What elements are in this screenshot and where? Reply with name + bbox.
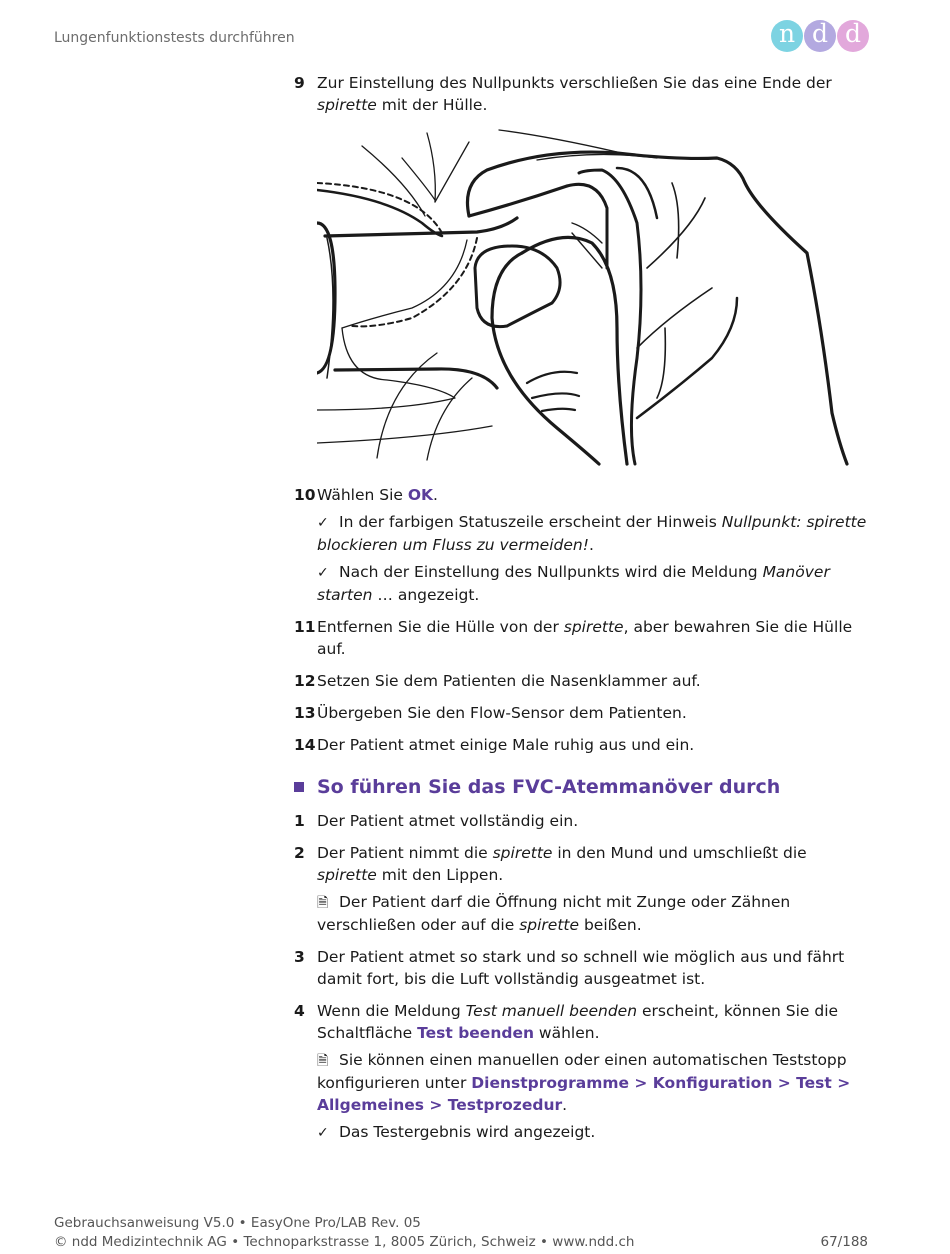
steps-list-fvc	[294, 810, 868, 1144]
step-text	[317, 616, 868, 660]
step-text	[317, 1000, 868, 1044]
text-run: Der Patient atmet so stark und so schnell wie möglich aus und fährt damit fort, bis die Luft vollständig ausgeatmet ist.	[317, 948, 845, 988]
step-text	[317, 702, 868, 724]
italic-term: Nullpunkt: spirette blockieren um Fluss zu vermeiden!	[317, 513, 867, 554]
step-number: 3	[294, 948, 305, 966]
text-run: … angezeigt.	[372, 586, 480, 604]
section-title: So führen Sie das FVC-Atemmanöver durch	[317, 776, 781, 798]
text-run: wählen.	[534, 1024, 600, 1042]
step-number: 12	[294, 672, 316, 690]
logo-letter-d: d	[837, 20, 869, 52]
note-icon: 🗎	[317, 895, 329, 911]
step-number: 14	[294, 736, 316, 754]
ui-element-reference: Test beenden	[417, 1024, 534, 1042]
italic-term: spirette	[519, 916, 580, 934]
main-content	[294, 72, 868, 1154]
text-run: mit den Lippen.	[376, 866, 504, 884]
text-run: Sie können einen manuellen oder einen automatischen Teststopp konfigurieren unter	[317, 1051, 847, 1092]
italic-term: spirette	[492, 844, 553, 862]
logo-letter-n: n	[771, 20, 803, 52]
text-run: Wenn die Meldung	[317, 1002, 466, 1020]
section-heading	[294, 774, 868, 800]
text-run: Wählen Sie	[317, 486, 408, 504]
step-number: 13	[294, 704, 316, 722]
step-item	[294, 734, 868, 756]
running-header: Lungenfunktionstests durchführen	[54, 30, 295, 46]
text-run: .	[562, 1096, 568, 1114]
check-icon: ✓	[317, 515, 329, 531]
step-item	[294, 842, 868, 886]
ui-element-reference: OK	[407, 486, 434, 504]
info-note	[317, 1049, 868, 1116]
text-run: Zur Einstellung des Nullpunkts verschließen Sie das eine Ende der	[317, 74, 832, 92]
result-note	[317, 511, 868, 556]
result-note	[317, 1121, 868, 1144]
check-icon: ✓	[317, 565, 329, 581]
text-run: .	[588, 536, 594, 554]
step-item	[294, 484, 868, 506]
text-run: In der farbigen Statuszeile erscheint der Hinweis	[339, 513, 722, 531]
text-run: Der Patient atmet vollständig ein.	[317, 812, 579, 830]
step-item	[294, 670, 868, 692]
italic-term: Test manuell beenden	[465, 1002, 638, 1020]
step-text	[317, 842, 868, 886]
text-run: Entfernen Sie die Hülle von der	[317, 618, 564, 636]
section-bullet-square	[294, 782, 304, 792]
text-run: mit der Hülle.	[376, 96, 488, 114]
text-run: Das Testergebnis wird angezeigt.	[339, 1123, 596, 1141]
italic-term: spirette	[563, 618, 624, 636]
text-run: , aber bewahren Sie die Hülle auf.	[317, 618, 853, 658]
step-number: 1	[294, 812, 305, 830]
italic-term: spirette	[317, 96, 377, 114]
footer-line-1: Gebrauchsanweisung V5.0 • EasyOne Pro/LAB Rev. 05	[54, 1215, 421, 1231]
step-text	[317, 810, 868, 832]
step-text	[317, 734, 868, 756]
step-text	[317, 946, 868, 990]
info-note	[317, 891, 868, 936]
text-run: Der Patient darf die Öffnung nicht mit Zunge oder Zähnen verschließen oder auf die	[317, 893, 791, 934]
result-note	[317, 561, 868, 606]
page-number: 67/188	[820, 1234, 868, 1250]
text-run: Der Patient atmet einige Male ruhig aus und ein.	[317, 736, 695, 754]
text-run: erscheint, können Sie die Schaltfläche	[317, 1002, 839, 1042]
step-number: 11	[294, 618, 316, 636]
italic-term: spirette	[317, 866, 377, 884]
page-footer	[54, 1214, 868, 1252]
hand-sealing-spirette-illustration	[317, 128, 857, 466]
step-item	[294, 946, 868, 990]
note-icon: 🗎	[317, 1053, 329, 1069]
step-item	[294, 810, 868, 832]
step-text	[317, 484, 868, 506]
step-item	[294, 616, 868, 660]
text-run: in den Mund und umschließt die	[552, 844, 807, 862]
text-run: Nach der Einstellung des Nullpunkts wird die Meldung	[339, 563, 763, 581]
step-item	[294, 702, 868, 724]
ui-element-reference: Dienstprogramme > Konfiguration > Test > Allgemeines > Testprozedur	[317, 1074, 851, 1114]
text-run: Der Patient nimmt die	[317, 844, 493, 862]
steps-list-zero-point	[294, 72, 868, 756]
step-item	[294, 1000, 868, 1044]
ndd-logo	[771, 20, 871, 52]
text-run: .	[433, 486, 438, 504]
step-number: 9	[294, 74, 305, 92]
italic-term: Manöver starten	[317, 563, 830, 604]
step-text	[317, 72, 868, 116]
text-run: beißen.	[579, 916, 642, 934]
text-run: Übergeben Sie den Flow-Sensor dem Patienten.	[317, 704, 687, 722]
step-number: 4	[294, 1002, 305, 1020]
logo-letter-d: d	[804, 20, 836, 52]
text-run: Setzen Sie dem Patienten die Nasenklammer auf.	[317, 672, 701, 690]
step-number: 10	[294, 486, 316, 504]
footer-line-2: © ndd Medizintechnik AG • Technoparkstrasse 1, 8005 Zürich, Schweiz • www.ndd.ch	[54, 1234, 635, 1250]
step-item	[294, 72, 868, 116]
step-text	[317, 670, 868, 692]
step-number: 2	[294, 844, 305, 862]
check-icon: ✓	[317, 1125, 329, 1141]
